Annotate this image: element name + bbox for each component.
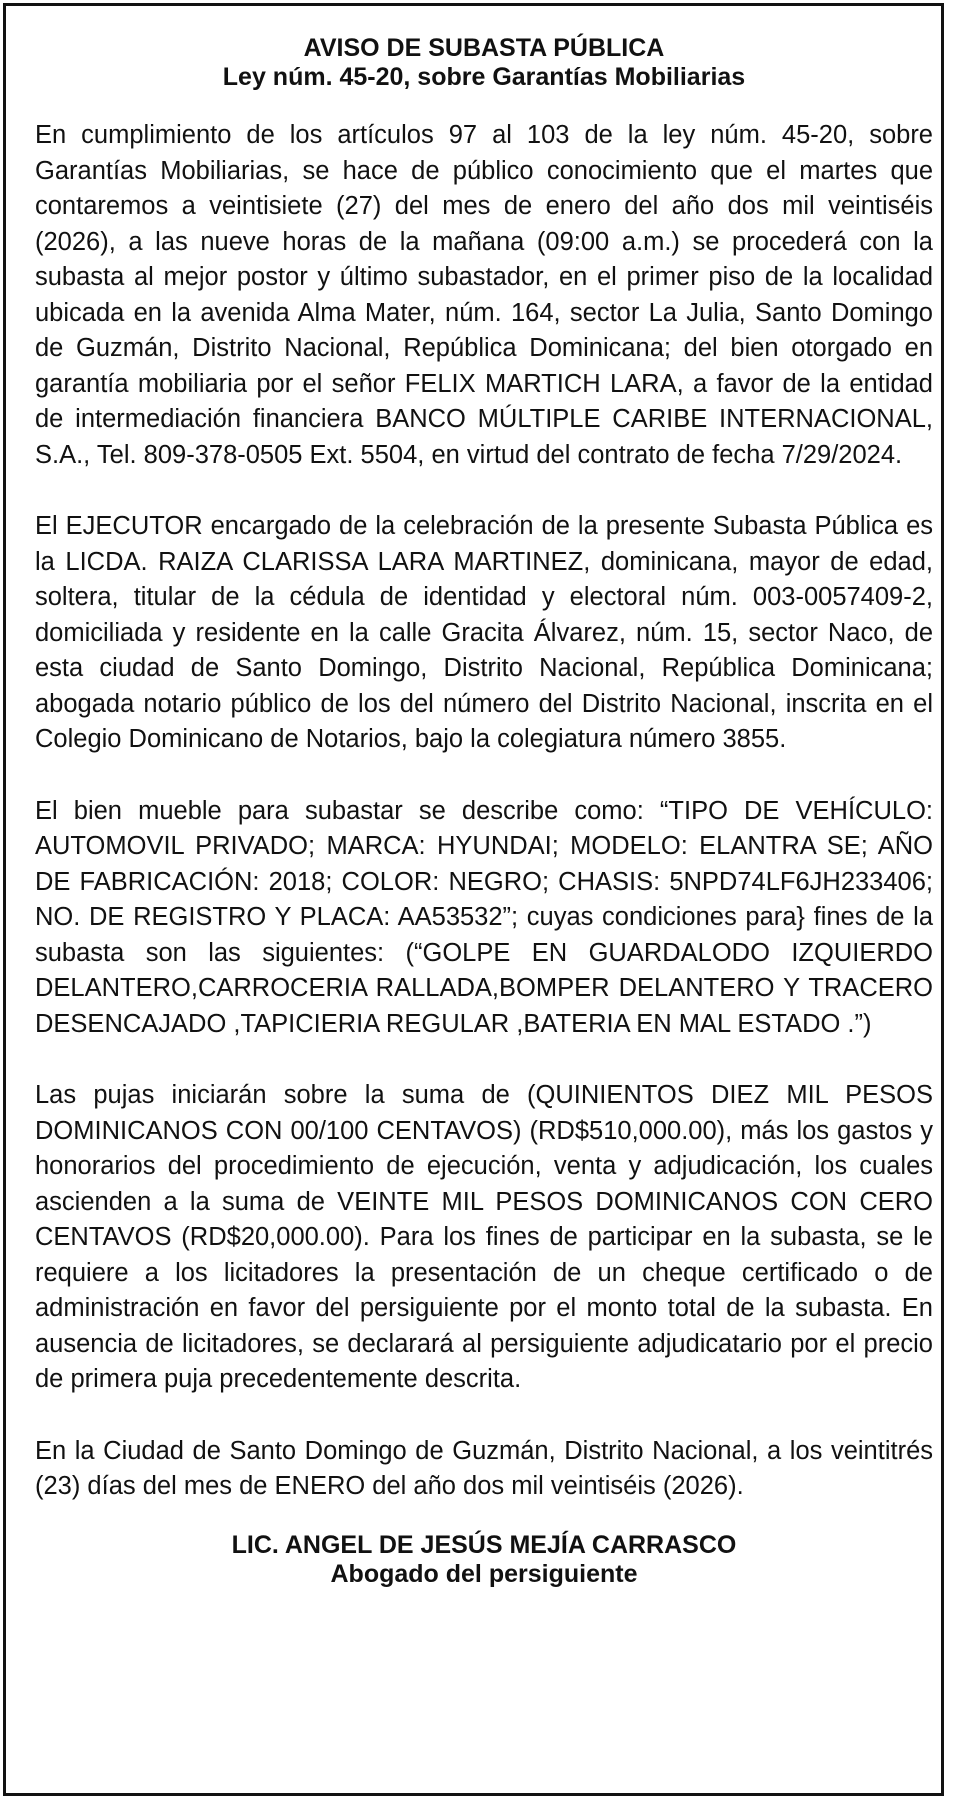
paragraph-bidding-terms: Las pujas iniciarán sobre la suma de (QUINIENTOS DIEZ MIL PESOS DOMINICANOS CON 00/100 CENTAVOS) (RD$510,000.00), más los gastos y honorarios del procedimiento de ejecución, venta y adjudicación, los cuales ascienden a la suma de VEINTE MIL PESOS DOMINICANOS CON CERO CENTAVOS (RD$20,000.00). Para los fines de participar en la subasta, se le requiere a los licitadores la presentación de un cheque certificado o de administración en favor del persiguiente por el monto total de la subasta. En ausencia de licitadores, se declarará al persiguiente adjudicatario por el precio de primera puja precedentemente descrita. [35,1081,933,1393]
notice-header [35,34,933,92]
notice-subtitle: Ley núm. 45-20, sobre Garantías Mobiliarias [222,63,746,91]
signature-name: LIC. ANGEL DE JESÚS MEJÍA CARRASCO [231,1530,737,1559]
paragraph-auction-announcement: En cumplimiento de los artículos 97 al 103 de la ley núm. 45-20, sobre Garantías Mobiliarias, se hace de público conocimiento que el martes que contaremos a veintisiete (27) del mes de enero del año dos mil veintiséis (2026), a las nueve horas de la mañana (09:00 a.m.) se procederá con la subasta al mejor postor y último subastador, en el primer piso de la localidad ubicada en la avenida Alma Mater, núm. 164, sector La Julia, Santo Domingo de Guzmán, Distrito Nacional, República Dominicana; del bien otorgado en garantía mobiliaria por el señor FELIX MARTICH LARA, a favor de la entidad de intermediación financiera BANCO MÚLTIPLE CARIBE INTERNACIONAL, S.A., Tel. 809-378-0505 Ext. 5504, en virtud del contrato de fecha 7/29/2024. [35,121,933,469]
notice-content [35,34,933,1589]
notice-frame [3,3,944,1796]
paragraph-vehicle-description: El bien mueble para subastar se describe como: “TIPO DE VEHÍCULO: AUTOMOVIL PRIVADO; MARCA: HYUNDAI; MODELO: ELANTRA SE; AÑO DE FABRICACIÓN: 2018; COLOR: NEGRO; CHASIS: 5NPD74LF6JH233406; NO. DE REGISTRO Y PLACA: AA53532”; cuyas condiciones para} fines de la subasta son las siguientes: (“GOLPE EN GUARDALODO IZQUIERDO DELANTERO,CARROCERIA RALLADA,BOMPER DELANTERO Y TRACERO DESENCAJADO ,TAPICIERIA REGULAR ,BATERIA EN MAL ESTADO .”) [35,796,933,1038]
paragraph-date-place: En la Ciudad de Santo Domingo de Guzmán, Distrito Nacional, a los veintitrés (23) días del mes de ENERO del año dos mil veintiséis (2026). [35,1436,933,1500]
notice-title: AVISO DE SUBASTA PÚBLICA [303,34,665,62]
paragraph-executor: El EJECUTOR encargado de la celebración de la presente Subasta Pública es la LICDA. RAIZA CLARISSA LARA MARTINEZ, dominicana, mayor de edad, soltera, titular de la cédula de identidad y electoral núm. 003-0057409-2, domiciliada y residente en la calle Gracita Álvarez, núm. 15, sector Naco, de esta ciudad de Santo Domingo, Distrito Nacional, República Dominicana; abogada notario público de los del número del Distrito Nacional, inscrita en el Colegio Dominicano de Notarios, bajo la colegiatura número 3855. [35,512,933,753]
signature-block [35,1531,933,1589]
signature-role: Abogado del persiguiente [330,1559,638,1588]
